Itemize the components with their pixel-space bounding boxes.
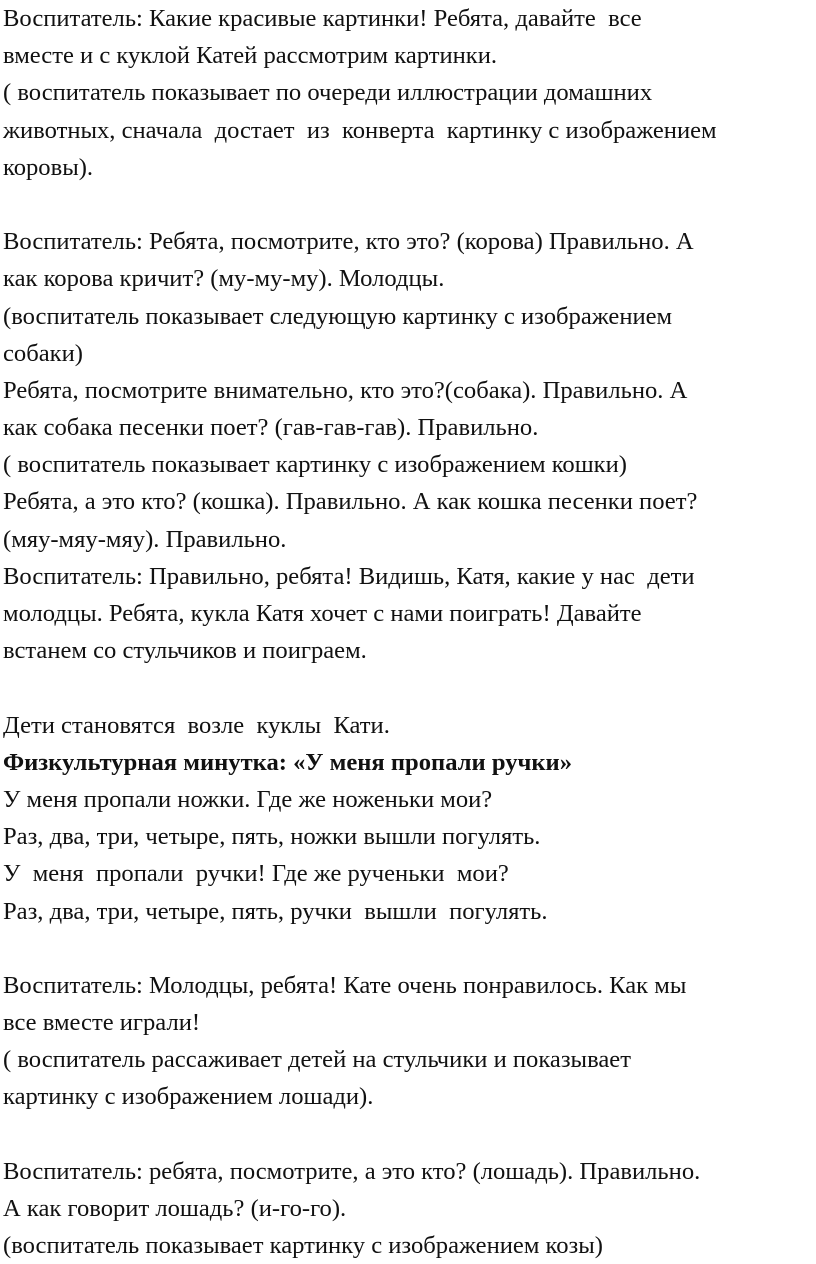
poem-line: Раз, два, три, четыре, пять, ручки вышли погулять. <box>3 897 548 925</box>
text-line: ( воспитатель показывает картинку с изображением кошки) <box>3 451 627 479</box>
text-line: Воспитатель: Молодцы, ребята! Кате очень понравилось. Как мы <box>3 971 687 999</box>
text-line: Ребята, а это кто? (кошка). Правильно. А как кошка песенки поет? <box>3 488 698 516</box>
text-line: Воспитатель: Правильно, ребята! Видишь, Катя, какие у нас дети <box>3 562 695 590</box>
text-line: все вместе играли! <box>3 1009 201 1037</box>
text-line: Воспитатель: Какие красивые картинки! Ребята, давайте все <box>3 5 642 32</box>
text-line: ( воспитатель рассаживает детей на стульчики и показывает <box>3 1046 631 1074</box>
text-line: коровы). <box>3 153 94 181</box>
text-line: как корова кричит? (му-му-му). Молодцы. <box>3 265 445 293</box>
text-line: молодцы. Ребята, кукла Катя хочет с нами поиграть! Давайте <box>3 600 642 627</box>
paragraph-gap <box>3 1116 813 1153</box>
section-heading: Физкультурная минутка: «У меня пропали ручки» <box>3 748 572 776</box>
text-line: Ребята, посмотрите внимательно, кто это?(собака). Правильно. А <box>3 376 688 404</box>
poem-line: У меня пропали ручки! Где же рученьки мои? <box>3 860 509 888</box>
text-line: собаки) <box>3 339 83 367</box>
text-line: А как говорит лошадь? (и-го-го). <box>3 1195 347 1222</box>
text-line: картинку с изображением лошади). <box>3 1083 374 1111</box>
paragraph-gap <box>3 669 813 706</box>
poem-line: У меня пропали ножки. Где же ноженьки мои? <box>3 785 493 813</box>
text-line: Воспитатель: ребята, посмотрите, а это кто? (лошадь). Правильно. <box>3 1157 701 1185</box>
text-line: животных, сначала достает из конверта картинку с изображением <box>3 116 717 144</box>
text-line: Дети становятся возле куклы Кати. <box>3 711 390 739</box>
text-line: встанем со стульчиков и поиграем. <box>3 637 367 665</box>
text-line: как собака песенки поет? (гав-гав-гав). Правильно. <box>3 414 539 442</box>
text-line: (мяу-мяу-мяу). Правильно. <box>3 525 287 553</box>
poem-line: Раз, два, три, четыре, пять, ножки вышли погулять. <box>3 823 541 851</box>
text-line: (воспитатель показывает картинку с изображением козы) <box>3 1232 603 1260</box>
document-page <box>3 0 813 1264</box>
paragraph-gap <box>3 186 813 223</box>
text-line: вместе и с куклой Катей рассмотрим картинки. <box>3 42 498 70</box>
paragraph-gap <box>3 930 813 967</box>
text-line: (воспитатель показывает следующую картинку с изображением <box>3 302 673 330</box>
text-line: Воспитатель: Ребята, посмотрите, кто это? (корова) Правильно. А <box>3 228 694 256</box>
text-line: ( воспитатель показывает по очереди иллюстрации домашних <box>3 79 653 107</box>
